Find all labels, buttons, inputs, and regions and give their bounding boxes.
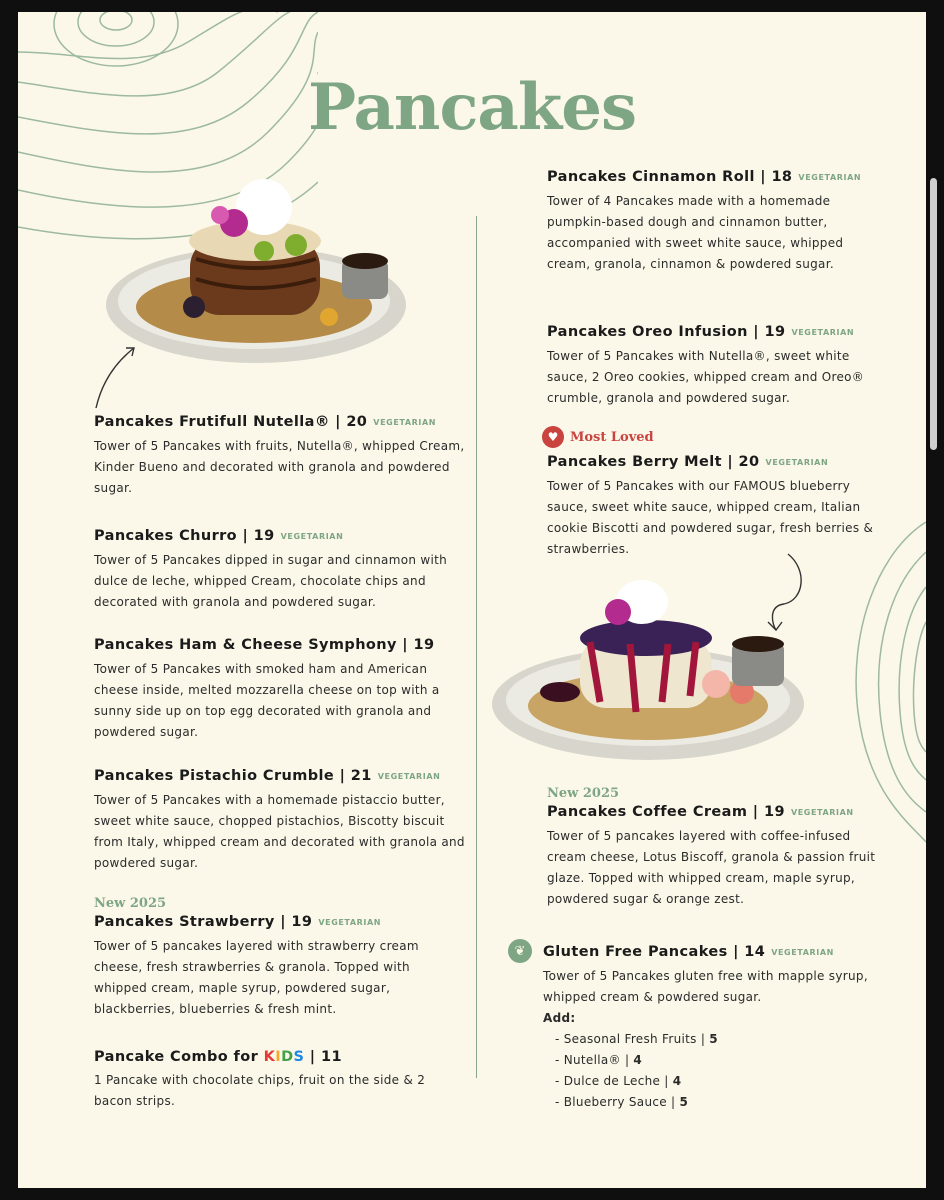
menu-item-frutifull-nutella <box>94 412 466 499</box>
vegetarian-tag: VEGETARIAN <box>377 772 441 781</box>
menu-item-price: 14 <box>744 944 766 960</box>
menu-item-header <box>543 942 873 963</box>
vegetarian-tag: VEGETARIAN <box>790 808 854 817</box>
menu-item-description: Tower of 5 Pancakes with Nutella®, sweet white sauce, 2 Oreo cookies, whipped cream and Oreo® crumble, granola and powdered sugar. <box>547 349 865 405</box>
scrollbar[interactable] <box>930 178 937 450</box>
kids-letter-i: I <box>275 1049 282 1065</box>
menu-item-price: 19 <box>253 528 275 544</box>
new-2025-label: New 2025 <box>547 786 620 801</box>
menu-item-header <box>94 766 466 787</box>
menu-item-name: Pancakes Cinnamon Roll <box>547 169 755 185</box>
column-divider <box>476 216 477 1078</box>
menu-item-coffee-cream <box>547 786 887 910</box>
menu-item-description: Tower of 4 Pancakes made with a homemade pumpkin-based dough and cinnamon butter, accompanied with sweet white sauce, whipped cream, granola, cinnamon & powdered sugar. <box>547 194 844 271</box>
vegetarian-tag: VEGETARIAN <box>765 458 829 467</box>
menu-item-price: 20 <box>738 454 760 470</box>
menu-item-ham-cheese <box>94 635 466 743</box>
addon-item <box>543 1050 873 1071</box>
addon-price: 4 <box>672 1074 682 1088</box>
new-2025-label: New 2025 <box>94 896 167 911</box>
menu-item-gluten-free <box>543 942 873 1113</box>
menu-item-header <box>547 167 887 188</box>
menu-item-name: Pancake Combo for <box>94 1049 264 1065</box>
menu-item-description: Tower of 5 Pancakes with our FAMOUS blueberry sauce, sweet white sauce, whipped cream, Italian cookie Biscotti and powdered sugar, fresh berries & strawberries. <box>547 479 874 556</box>
menu-item-name: Pancakes Ham & Cheese Symphony <box>94 637 397 653</box>
price-separator: | <box>237 528 254 544</box>
addons-label: Add: <box>543 1011 576 1025</box>
menu-item-name: Gluten Free Pancakes <box>543 944 728 960</box>
menu-item-description: Tower of 5 pancakes layered with strawberry cream cheese, fresh strawberries & granola. Topped with whipped cream, maple syrup, powdered sugar, blackberries, blueberries & fresh mint. <box>94 939 419 1016</box>
menu-item-price: 19 <box>291 914 313 930</box>
page-title: Pancakes <box>308 70 636 145</box>
menu-item-name: Pancakes Coffee Cream <box>547 804 748 820</box>
price-separator: | <box>696 1032 710 1046</box>
arrow-decoration-2 <box>748 550 818 632</box>
vegetarian-tag: VEGETARIAN <box>373 418 437 427</box>
menu-item-description: Tower of 5 Pancakes with a homemade pistaccio butter, sweet white sauce, chopped pistachios, Biscotty biscuit from Italy, whipped cream and decorated with granola and powdered sugar. <box>94 793 465 870</box>
addon-price: 5 <box>709 1032 718 1046</box>
addons-list <box>543 1008 873 1113</box>
menu-item-name: Pancakes Oreo Infusion <box>547 324 748 340</box>
menu-item-price: 11 <box>320 1049 342 1065</box>
addon-price: 5 <box>679 1095 689 1109</box>
addon-name: - Nutella® <box>555 1053 621 1067</box>
menu-item-header <box>547 322 887 343</box>
menu-item-price: 21 <box>350 768 372 784</box>
menu-item-header <box>94 912 466 933</box>
addon-name: - Seasonal Fresh Fruits <box>555 1032 697 1046</box>
most-loved-badge <box>542 426 654 448</box>
price-separator: | <box>396 637 414 653</box>
price-separator: | <box>329 414 347 430</box>
price-separator: | <box>660 1074 673 1088</box>
menu-item-description: Tower of 5 Pancakes gluten free with mapple syrup, whipped cream & powdered sugar. <box>543 969 868 1004</box>
kids-letter-d: D <box>281 1049 294 1065</box>
price-separator: | <box>304 1049 321 1065</box>
kids-letter-s: S <box>293 1049 305 1065</box>
menu-item-strawberry <box>94 896 466 1020</box>
menu-item-kids-combo <box>94 1047 434 1112</box>
menu-item-description: Tower of 5 Pancakes dipped in sugar and cinnamon with dulce de leche, whipped Cream, chocolate chips and decorated with granola and powdered sugar. <box>94 553 448 609</box>
menu-item-oreo-infusion <box>547 322 887 409</box>
menu-item-header <box>547 452 887 473</box>
menu-item-berry-melt <box>547 452 887 560</box>
menu-item-cinnamon-roll <box>547 167 887 275</box>
price-separator: | <box>666 1095 680 1109</box>
menu-item-price: 19 <box>413 637 435 653</box>
menu-item-price: 20 <box>346 414 368 430</box>
most-loved-label: Most Loved <box>570 429 654 445</box>
menu-item-description: Tower of 5 pancakes layered with coffee-infused cream cheese, Lotus Biscoff, granola & passion fruit glaze. Topped with whipped cream, maple syrup, powdered sugar & orange zest. <box>547 829 876 906</box>
price-separator: | <box>334 768 351 784</box>
price-separator: | <box>747 804 764 820</box>
menu-item-churro <box>94 526 466 613</box>
menu-item-header <box>94 526 466 547</box>
heart-icon: ♥ <box>542 426 564 448</box>
price-separator: | <box>721 454 739 470</box>
menu-item-header <box>94 1047 434 1067</box>
addon-price: 4 <box>633 1053 643 1067</box>
menu-item-header <box>94 635 466 656</box>
addon-name: - Dulce de Leche <box>555 1074 661 1088</box>
menu-item-description: Tower of 5 Pancakes with fruits, Nutella®, whipped Cream, Kinder Bueno and decorated with granola and powdered sugar. <box>94 439 465 495</box>
vegetarian-tag: VEGETARIAN <box>791 328 855 337</box>
menu-item-name: Pancakes Strawberry <box>94 914 275 930</box>
kids-letter-k: K <box>263 1049 276 1065</box>
vegetarian-tag: VEGETARIAN <box>798 173 862 182</box>
menu-item-pistachio-crumble <box>94 766 466 874</box>
menu-item-description: 1 Pancake with chocolate chips, fruit on the side & 2 bacon strips. <box>94 1073 426 1108</box>
arrow-decoration <box>90 342 150 412</box>
menu-item-price: 18 <box>771 169 793 185</box>
addon-item <box>543 1092 873 1113</box>
menu-item-name: Pancakes Pistachio Crumble <box>94 768 335 784</box>
price-separator: | <box>754 169 772 185</box>
menu-item-name: Pancakes Churro <box>94 528 238 544</box>
menu-item-name: Pancakes Berry Melt <box>547 454 722 470</box>
vegetarian-tag: VEGETARIAN <box>280 532 344 541</box>
addon-item <box>543 1071 873 1092</box>
vegetarian-tag: VEGETARIAN <box>318 918 382 927</box>
price-separator: | <box>747 324 765 340</box>
menu-item-price: 19 <box>764 324 786 340</box>
wheat-icon: ❦ <box>508 939 532 963</box>
price-separator: | <box>620 1053 634 1067</box>
addon-name: - Blueberry Sauce <box>555 1095 667 1109</box>
addon-item <box>543 1029 873 1050</box>
menu-item-price: 19 <box>763 804 785 820</box>
price-separator: | <box>274 914 292 930</box>
price-separator: | <box>727 944 745 960</box>
pancake-photo-nutella <box>104 167 414 377</box>
vegetarian-tag: VEGETARIAN <box>771 948 834 957</box>
menu-item-header <box>547 802 887 823</box>
menu-item-description: Tower of 5 Pancakes with smoked ham and American cheese inside, melted mozzarella cheese on top with a sunny side up on top egg decorated with granola and powdered sugar. <box>94 662 440 739</box>
menu-item-header <box>94 412 466 433</box>
menu-item-name: Pancakes Frutifull Nutella® <box>94 414 330 430</box>
menu-page <box>18 12 926 1188</box>
